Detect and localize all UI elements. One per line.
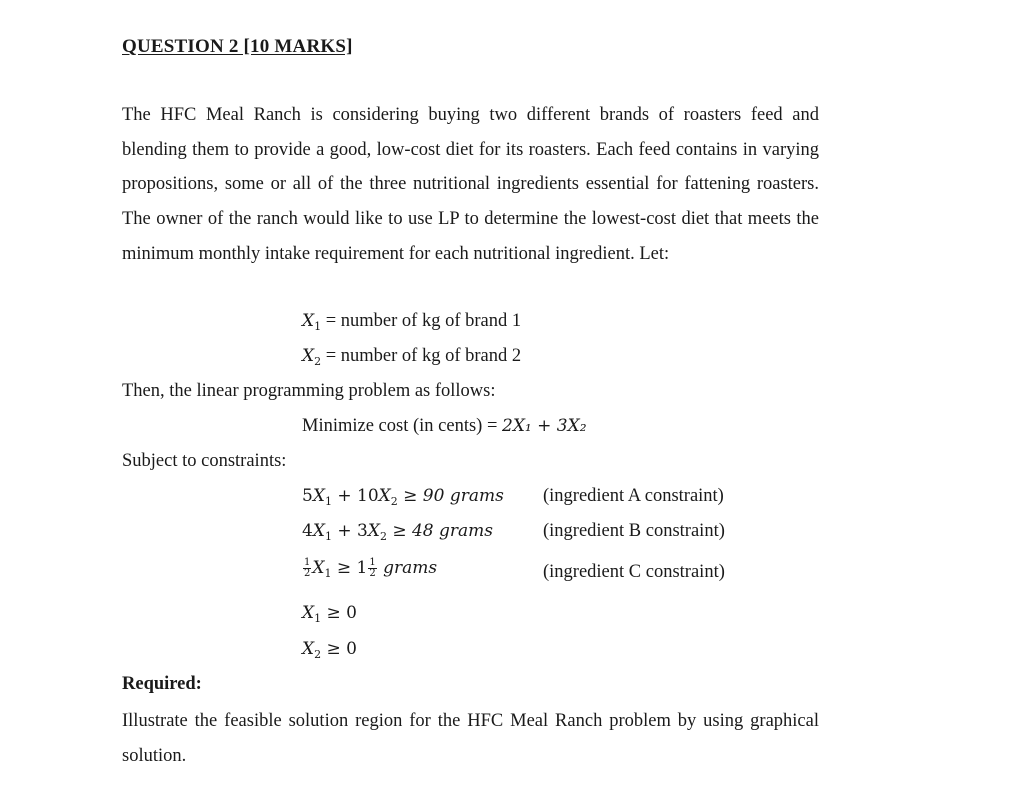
objective-label: Minimize cost (in cents) = [302,416,503,436]
x1-subscript: 1 [314,320,322,333]
constraint-a-rhs: ≥ 90 grams [403,486,504,506]
required-label: Required: [122,674,202,694]
x2-subscript: 2 [314,355,322,368]
intro-paragraph: The HFC Meal Ranch is considering buying two different brands of roasters feed and blending them to provide a good, low-cost diet for its roasters. Each feed contains in varying propositions, some or all of the three nutritional ingredients essential for fattening roasters. The owner of the ranch would like to use LP to determine the lowest-cost diet that meets the minimum monthly intake requirement for each nutritional ingredient. Let: [122,105,819,264]
objective-expression: 2X₁ + 3X₂ [502,416,587,436]
constraint-b: $4X_1 + 3X_2 \ge 48$ grams [302,521,494,543]
variable-x2-definition: $X_2$ = number of kg of brand 2 [302,346,522,368]
question-heading: QUESTION 2 [10 MARKS] [122,36,353,57]
variable-x1-definition: $X_1$ = number of kg of brand 1 [302,311,522,333]
constraint-b-rhs: ≥ 48 grams [392,521,494,541]
subject-to-text: Subject to constraints: [122,451,287,471]
constraint-a: $5X_1 + 10X_2 \ge 90$ grams [302,486,504,508]
constraint-c-rhs-fraction: $\frac{1}{2}$ [369,557,376,579]
x2-description: = number of kg of brand 2 [325,346,522,366]
constraint-a-note: (ingredient A constraint) [543,486,724,506]
then-text: Then, the linear programming problem as follows: [122,381,496,401]
constraint-c: $\frac{1}{2}$ $X_1 \ge 1$ $\frac{1}{2}$ grams [304,557,438,580]
nonnegativity-x1: $X_1 \ge 0$ [302,603,357,625]
constraint-b-note: (ingredient B constraint) [543,521,725,541]
constraint-c-coefficient-fraction: $\frac{1}{2}$ [304,557,311,579]
nonnegativity-x2: $X_2 \ge 0$ [302,639,357,661]
objective-function [302,416,587,437]
required-paragraph: Illustrate the feasible solution region for the HFC Meal Ranch problem by using graphical solution. [122,711,819,766]
x1-description: = number of kg of brand 1 [325,311,522,331]
constraint-c-note: (ingredient C constraint) [543,562,725,582]
